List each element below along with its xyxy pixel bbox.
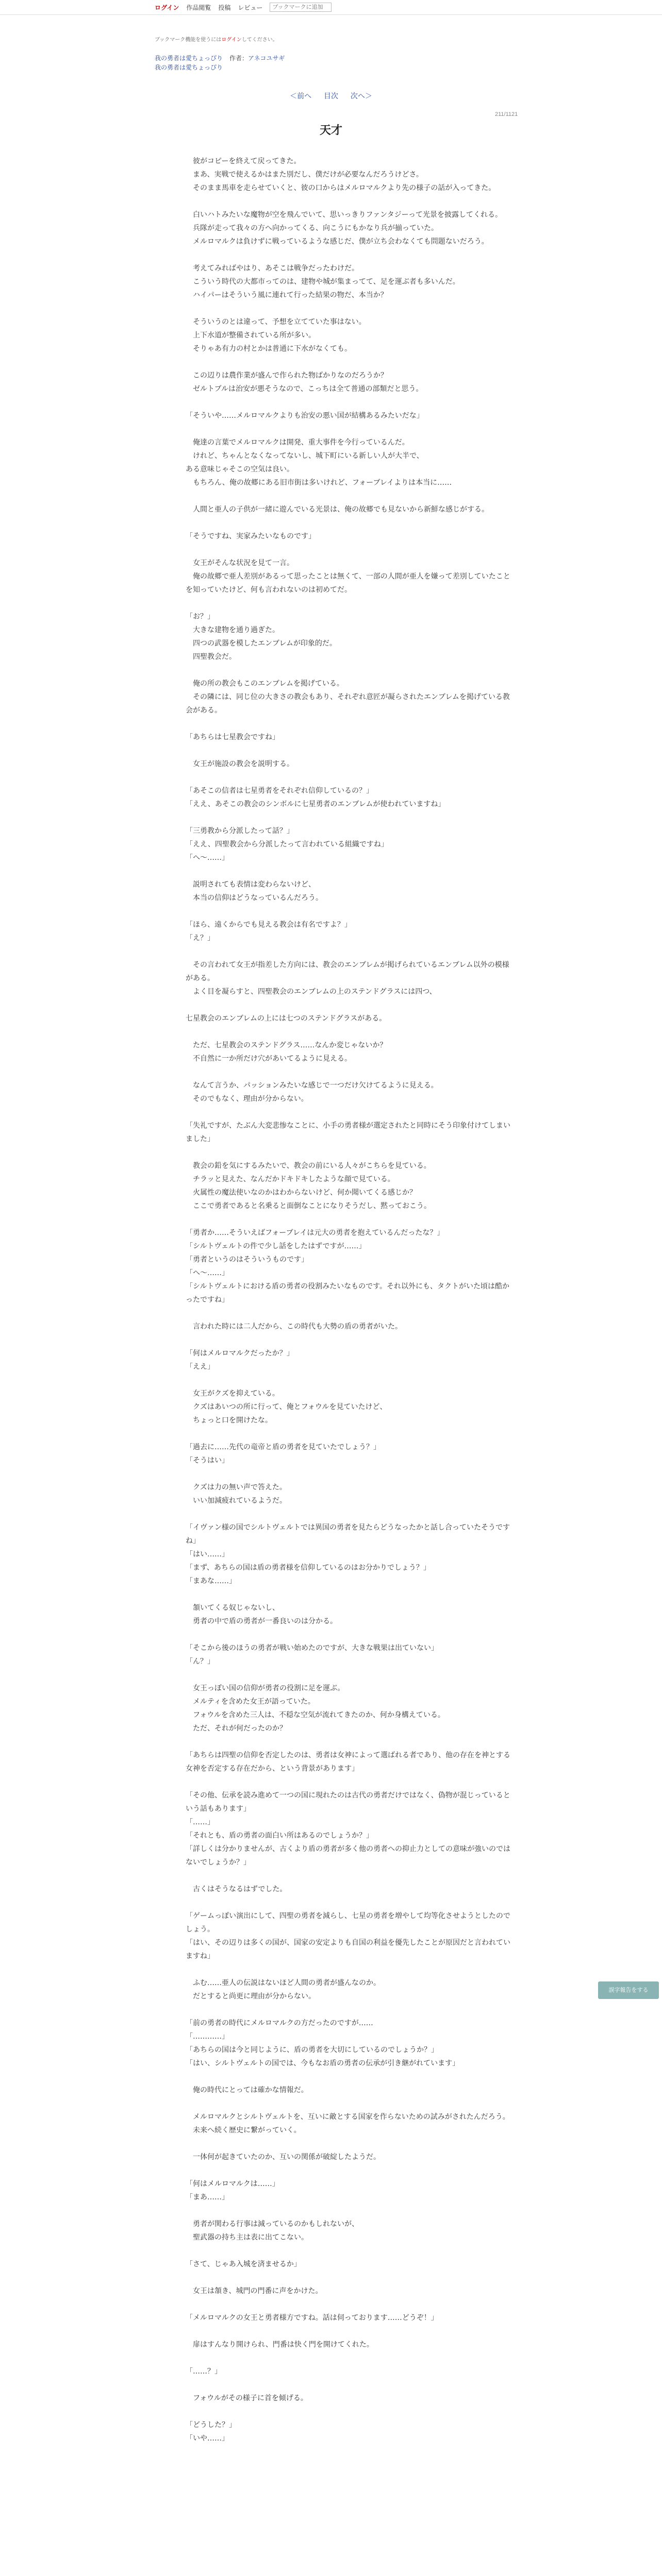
body-line: 「ええ、あそこの教会のシンボルに七星勇者のエンブレムが使われていますね」 bbox=[186, 800, 445, 808]
next-link[interactable]: 次へ＞ bbox=[350, 92, 372, 100]
body-line: 「……？」 bbox=[186, 2367, 222, 2376]
body-line bbox=[186, 422, 516, 436]
body-line bbox=[186, 2405, 516, 2418]
body-line bbox=[186, 2298, 516, 2311]
body-line: 「あちらの国は今と同じように、盾の勇者を大切にしているのでしょうか？」 bbox=[186, 2046, 438, 2054]
nav-item-post[interactable]: 投稿 bbox=[218, 4, 231, 11]
body-line bbox=[186, 2351, 516, 2365]
body-line: そのでもなく、理由が分からない。 bbox=[186, 1095, 308, 1103]
body-line bbox=[186, 1628, 516, 1641]
body-line: 「はい、シルトヴェルトの国では、今もなお盾の勇者の伝承が引き継がれています」 bbox=[186, 2059, 460, 2067]
body-line bbox=[186, 1507, 516, 1521]
chapter-breadcrumb[interactable] bbox=[155, 63, 223, 72]
body-line: 「…………」 bbox=[186, 2032, 229, 2041]
body-line: 「そういや……メルロマルクよりも治安の悪い国が結構あるみたいだな」 bbox=[186, 412, 424, 420]
body-line bbox=[186, 1735, 516, 1749]
body-line: 四聖教会だ。 bbox=[186, 653, 236, 661]
body-line: 「まあな……」 bbox=[186, 1577, 236, 1585]
body-line: 「失礼ですが、たぶん大変悲惨なことに、小手の勇者様が選定されたと同時にそう印象付けてしまいました」 bbox=[186, 1122, 510, 1143]
body-line: けれど、ちゃんとなくなってないし、城下町にいる新しい人が大半で、 bbox=[186, 452, 424, 460]
body-line bbox=[186, 1065, 516, 1079]
body-line: 聖武器の持ち主は表に出てこない。 bbox=[186, 2233, 308, 2242]
body-line bbox=[186, 811, 516, 824]
novel-title-link[interactable]: 我の勇者は愛ちょっぴり bbox=[155, 55, 223, 62]
body-line: ただ、それが何だったのか？ bbox=[186, 1724, 287, 1733]
body-line: 「あちらは七星教会ですね」 bbox=[186, 733, 279, 741]
chapter-title: 天才 bbox=[319, 124, 342, 137]
body-line: 俺の所の教会もこのエンブレムを掲げている。 bbox=[186, 680, 344, 688]
bookmark-note-post: してください。 bbox=[241, 37, 278, 43]
body-line: 説明されても表情は変わらないけど、 bbox=[186, 880, 316, 889]
body-line bbox=[186, 2164, 516, 2177]
bookmark-note bbox=[155, 35, 278, 43]
body-line: 「いや……」 bbox=[186, 2434, 229, 2443]
body-line bbox=[186, 543, 516, 556]
body-line: こういう時代の大都市ってのは、建物や城が集まってて、足を運ぶ者も多いんだ。 bbox=[186, 278, 460, 286]
chapter-breadcrumb-link[interactable]: 我の勇者は愛ちょっぴり bbox=[155, 64, 223, 71]
body-line: 「ゲームっぽい演出にして、四聖の勇者を減らし、七星の勇者を増やして均等化させようとしたのでしょう。 bbox=[186, 1912, 510, 1934]
body-line: よく目を凝らすと、四聖教会のエンブレムの上のステンドグラスには四つ、 bbox=[186, 988, 437, 996]
body-line: クズはあいつの所に行って、俺とフォウルを見ていたけど、 bbox=[186, 1403, 387, 1411]
body-line: その言われて女王が指差した方向には、教会のエンブレムが掲げられているエンブレム以外の模様がある。 bbox=[186, 961, 509, 982]
body-line: 「ん？」 bbox=[186, 1657, 214, 1666]
body-line: 「勇者というのはそういうものです」 bbox=[186, 1256, 308, 1264]
body-line: 上下水道が整備されている所が多い。 bbox=[186, 331, 316, 340]
body-line bbox=[186, 2378, 516, 2392]
login-link[interactable]: ログイン bbox=[155, 4, 179, 11]
author-label: 作者： bbox=[229, 55, 249, 62]
novel-author bbox=[229, 54, 285, 62]
body-line: その隣には、同じ位の大きさの教会もあり、それぞれ意匠が凝らされたエンブレムを掲げている教会がある。 bbox=[186, 693, 510, 715]
body-line: 頷いてくる奴じゃないし、 bbox=[186, 1604, 279, 1612]
body-line: 「そうはい」 bbox=[186, 1456, 229, 1465]
pager bbox=[0, 91, 662, 101]
body-line: 「メルロマルクの女王と勇者様方ですね。話は伺っております……どうぞ！」 bbox=[186, 2314, 438, 2322]
body-line: 「詳しくは分かりませんが、古くより盾の勇者が多く他の勇者への抑止力としての意味が強いのではないでしょうか？」 bbox=[186, 1845, 510, 1867]
body-line: 大きな建物を通り過ぎた。 bbox=[186, 626, 279, 634]
body-line: ふむ……亜人の伝説はないほど人間の勇者が盛んなのか。 bbox=[186, 1979, 380, 1987]
body-line: 「はい、その辺りは多くの国が、国家の安定よりも自国の利益を優先したことが原因だと言われていますね」 bbox=[186, 1939, 510, 1960]
body-line bbox=[186, 945, 516, 958]
body-line: クズは力の無い声で答えた。 bbox=[186, 1483, 287, 1492]
body-line: メルロマルクは負けずに戦っているような感じだ、僕が立ち会わなくても問題ないだろう。 bbox=[186, 238, 489, 246]
body-line bbox=[186, 1374, 516, 1387]
body-line: 「その他、伝承を読み進めて一つの国に現れたのは古代の勇者だけではなく、偽物が混じっているという話もあります」 bbox=[186, 1791, 510, 1813]
body-line bbox=[186, 2137, 516, 2150]
body-line: 俺の故郷で亜人差別があるって思ったことは無くて、一部の人間が亜人を嫌って差別していたことを知っていたけど、何も言われないのは初めてだ。 bbox=[186, 572, 510, 594]
body-line: 「ほら、遠くからでも見える教会は有名ですよ？」 bbox=[186, 921, 352, 929]
body-line: 「そうですね、実家みたいなものです」 bbox=[186, 532, 316, 540]
body-line: 俺達の言葉でメルロマルクは開発、重大事件を今行っているんだ。 bbox=[186, 438, 409, 447]
nav-item-browse[interactable]: 作品閲覧 bbox=[186, 4, 211, 11]
body-line: 俺の時代にとっては確かな情報だ。 bbox=[186, 2086, 308, 2094]
body-line: メルティを含めた女王が語っていた。 bbox=[186, 1698, 315, 1706]
body-line: なんて言うか、パッションみたいな感じで一つだけ欠けてるように見える。 bbox=[186, 1081, 438, 1090]
body-line: 「過去に……先代の竜帝と盾の勇者を見ていたでしょう？」 bbox=[186, 1443, 380, 1451]
body-line: 「シルトヴェルトの件で少し話をしたはずですが……」 bbox=[186, 1242, 366, 1250]
novel-title[interactable] bbox=[155, 54, 223, 62]
body-line bbox=[186, 1775, 516, 1789]
body-line bbox=[186, 1869, 516, 1883]
body-line: 女王っぽい国の信仰が勇者の役割に足を運ぶ。 bbox=[186, 1684, 345, 1692]
body-line: 本当の信仰はどうなっているんだろう。 bbox=[186, 894, 323, 902]
body-line bbox=[186, 1333, 516, 1347]
body-line bbox=[186, 248, 516, 262]
body-line: 「どうした？」 bbox=[186, 2421, 236, 2429]
body-line: 人間と亜人の子供が一緒に遊んでいる光景は、俺の故郷でも見ないから新鮮な感じがする。 bbox=[186, 505, 489, 514]
body-line bbox=[186, 396, 516, 409]
body-line: メルロマルクとシルトヴェルトを、互いに敵とする国家を作らないための試みがされたんだろう。 bbox=[186, 2113, 510, 2121]
body-line bbox=[186, 1588, 516, 1601]
body-line: まあ、実戦で使えるかはまた別だし、僕だけが必要なんだろうけどさ。 bbox=[186, 171, 423, 179]
body-line: フォウルを含めた三人は、不穏な空気が流れてきたのか、何か身構えている。 bbox=[186, 1711, 445, 1719]
body-line: 四つの武器を模したエンブレムが印象的だ。 bbox=[186, 639, 337, 648]
body-line bbox=[186, 2271, 516, 2284]
body-line bbox=[186, 1427, 516, 1440]
body-line: 勇者の中で盾の勇者が一番良いのは分かる。 bbox=[186, 1617, 337, 1625]
body-line bbox=[186, 1025, 516, 1039]
page-number: 211/1121 bbox=[495, 111, 518, 117]
body-line bbox=[186, 998, 516, 1012]
body-line: そりゃあ有力の村とかは普通に下水がなくても。 bbox=[186, 345, 352, 353]
body-line: 「それとも、盾の勇者の面白い所はあるのでしょうか？」 bbox=[186, 1832, 373, 1840]
body-line: 古くはそうなるはずでした。 bbox=[186, 1885, 287, 1893]
body-line bbox=[186, 865, 516, 878]
body-line: いい加減疲れているようだ。 bbox=[186, 1497, 287, 1505]
body-line: ここで勇者であると名乗ると面倒なことになりそうだし、黙っておこう。 bbox=[186, 1202, 431, 1210]
body-line bbox=[186, 2244, 516, 2258]
body-line: 未来へ続く歴史に繋がっていく。 bbox=[186, 2126, 301, 2134]
body-line: 女王は頷き、城門の門番に声をかけた。 bbox=[186, 2287, 323, 2295]
body-line: 「何はメルロマルクだったか？」 bbox=[186, 1349, 294, 1358]
body-line: ハイパーはそういう風に連れて行った結果の物だ、本当か？ bbox=[186, 291, 388, 299]
body-line: 扉はすんなり開けられ、門番は快く門を開けてくれた。 bbox=[186, 2341, 374, 2349]
body-line: 「え？」 bbox=[186, 934, 214, 942]
toc-link[interactable]: 目次 bbox=[324, 92, 338, 100]
body-line: 「ええ」 bbox=[186, 1363, 214, 1371]
body-line: 女王がクズを抑えている。 bbox=[186, 1389, 279, 1398]
body-line bbox=[186, 1467, 516, 1481]
body-line: ちょっと口を開けたな。 bbox=[186, 1416, 272, 1425]
body-line: 「そこから後のほうの勇者が戦い始めたのですが、大きな戦果は出ていない」 bbox=[186, 1644, 438, 1652]
body-line bbox=[186, 302, 516, 315]
body-line bbox=[186, 597, 516, 610]
body-line: 「お？」 bbox=[186, 613, 214, 621]
prev-link[interactable]: ＜前へ bbox=[290, 92, 312, 100]
body-line: 「ええ、四聖教会から分派したって言われている組織ですね」 bbox=[186, 840, 388, 849]
body-line: 「まあ……」 bbox=[186, 2193, 229, 2201]
body-line: チラッと見えた、なんだかドキドキしたような顔で見ている。 bbox=[186, 1175, 395, 1183]
body-line: そのまま馬車を走らせていくと、彼の口からはメルロマルクより先の様子の話が入ってきた。 bbox=[186, 184, 496, 192]
body-line bbox=[186, 2070, 516, 2083]
body-line bbox=[186, 355, 516, 369]
nav-item-review[interactable]: レビュー bbox=[238, 4, 263, 11]
body-line bbox=[186, 195, 516, 208]
body-line bbox=[186, 1307, 516, 1320]
body-line: 「三勇教から分派したって話？」 bbox=[186, 827, 294, 835]
body-line: フォウルがその様子に首を傾げる。 bbox=[186, 2394, 308, 2402]
body-line: ただ、七星教会のステンドグラス……なんか変じゃないか？ bbox=[186, 1041, 387, 1049]
body-line: 白いハトみたいな魔物が空を飛んでいて、思いっきりファンタジーって光景を披露してくれる。 bbox=[186, 211, 503, 219]
author-link[interactable]: アネコユサギ bbox=[248, 55, 285, 62]
body-line: 「イヴァン様の国でシルトヴェルトでは異国の勇者を見たらどうなったかと話し合っていたそうですね」 bbox=[186, 1523, 510, 1545]
body-line bbox=[186, 1896, 516, 1909]
body-line: 一体何が起きていたのか、互いの関係が破綻したようだ。 bbox=[186, 2153, 380, 2161]
body-line bbox=[186, 1963, 516, 1976]
body-line bbox=[186, 744, 516, 757]
top-navigation bbox=[0, 0, 662, 15]
body-line: だとすると尚更に理由が分からない。 bbox=[186, 1992, 316, 2001]
body-line bbox=[186, 2097, 516, 2110]
body-line: 兵隊が走って我々の方へ向かってくる、向こうにもかなり兵が揃っていた。 bbox=[186, 224, 438, 232]
bookmark-login-link[interactable]: ログイン bbox=[221, 37, 242, 43]
body-line bbox=[186, 1106, 516, 1119]
body-line: 「前の勇者の時代にメルロマルクの方だったのですが…… bbox=[186, 2019, 373, 2027]
body-line bbox=[186, 516, 516, 530]
body-line: 不自然に一か所だけ穴があいてるように見える。 bbox=[186, 1055, 352, 1063]
body-line: 彼がコピーを終えて戻ってきた。 bbox=[186, 157, 301, 165]
body-line: 「何はメルロマルクは……」 bbox=[186, 2180, 279, 2188]
body-line: ゼルトブルは治安が悪そうなので、こっちは全て普通の部類だと思う。 bbox=[186, 385, 423, 393]
body-line: 勇者が関わる行事は減っているのかもしれないが、 bbox=[186, 2220, 359, 2228]
body-line bbox=[186, 489, 516, 503]
body-line bbox=[186, 2204, 516, 2217]
body-line: 考えてみればやはり、あそこは戦争だったわけだ。 bbox=[186, 264, 359, 273]
body-line: 女王がそんな状況を見て一言。 bbox=[186, 559, 294, 567]
body-line: 教会の鉛を気にするみたいで、教会の前にいる人々がこちらを見ている。 bbox=[186, 1162, 431, 1170]
bookmark-input[interactable] bbox=[270, 3, 332, 12]
body-line bbox=[186, 664, 516, 677]
body-line: そういうのとは違って、予想を立てていた事はない。 bbox=[186, 318, 366, 326]
body-line bbox=[186, 1213, 516, 1226]
body-line bbox=[186, 1668, 516, 1682]
body-line: 七星教会のエンブレムの上には七つのステンドグラスがある。 bbox=[186, 1014, 387, 1023]
body-line bbox=[186, 1146, 516, 1159]
body-line: 「さて、じゃあ入城を済ませるか」 bbox=[186, 2260, 301, 2268]
body-line: 「あちらは四聖の信仰を否定したのは、勇者は女神によって選ばれる者であり、他の存在を神とする女神を否定する存在だから、という背景があります」 bbox=[186, 1751, 510, 1773]
body-line: 「まず、あちらの国は盾の勇者様を信仰しているのはお分かりでしょう？」 bbox=[186, 1564, 431, 1572]
body-line bbox=[186, 2325, 516, 2338]
body-line: 「へ〜……」 bbox=[186, 1269, 229, 1277]
body-line bbox=[186, 2003, 516, 2016]
body-line: ある意味じゃそこの空気は良い。 bbox=[186, 465, 294, 473]
body-line: 言われた時には二人だから、この時代も大勢の盾の勇者がいた。 bbox=[186, 1323, 402, 1331]
bookmark-note-pre: ブックマーク機能を使うには bbox=[155, 37, 222, 43]
body-line: 「へ〜……」 bbox=[186, 854, 229, 862]
body-line: 「勇者か……そういえばフォーブレイは元大の勇者を抱えているんだったな？」 bbox=[186, 1229, 444, 1237]
body-line bbox=[186, 771, 516, 784]
body-line: 「あそこの信者は七星勇者をそれぞれ信仰しているの？」 bbox=[186, 787, 373, 795]
typo-report-button[interactable]: 誤字報告をする bbox=[598, 1981, 659, 1999]
body-line: 女王が施設の教会を説明する。 bbox=[186, 760, 294, 768]
body-line bbox=[186, 905, 516, 918]
body-line: この辺りは農作業が盛んで作られた物ばかりなのだろうか？ bbox=[186, 371, 388, 380]
body-line: 「はい……」 bbox=[186, 1550, 229, 1558]
novel-body bbox=[186, 155, 516, 2445]
body-line: 「……」 bbox=[186, 1818, 214, 1826]
body-line bbox=[186, 717, 516, 731]
body-line: 「シルトヴェルトにおける盾の勇者の役割みたいなものです。それ以外にも、タクトがいた頃は酷かったですね」 bbox=[186, 1282, 509, 1304]
body-line: 火属性の魔法使いなのかはわからないけど、何か聞いてくる感じか？ bbox=[186, 1189, 417, 1197]
body-line: もちろん、俺の故郷にある旧市街は多いけれど、フォーブレイよりは本当に…… bbox=[186, 479, 452, 487]
